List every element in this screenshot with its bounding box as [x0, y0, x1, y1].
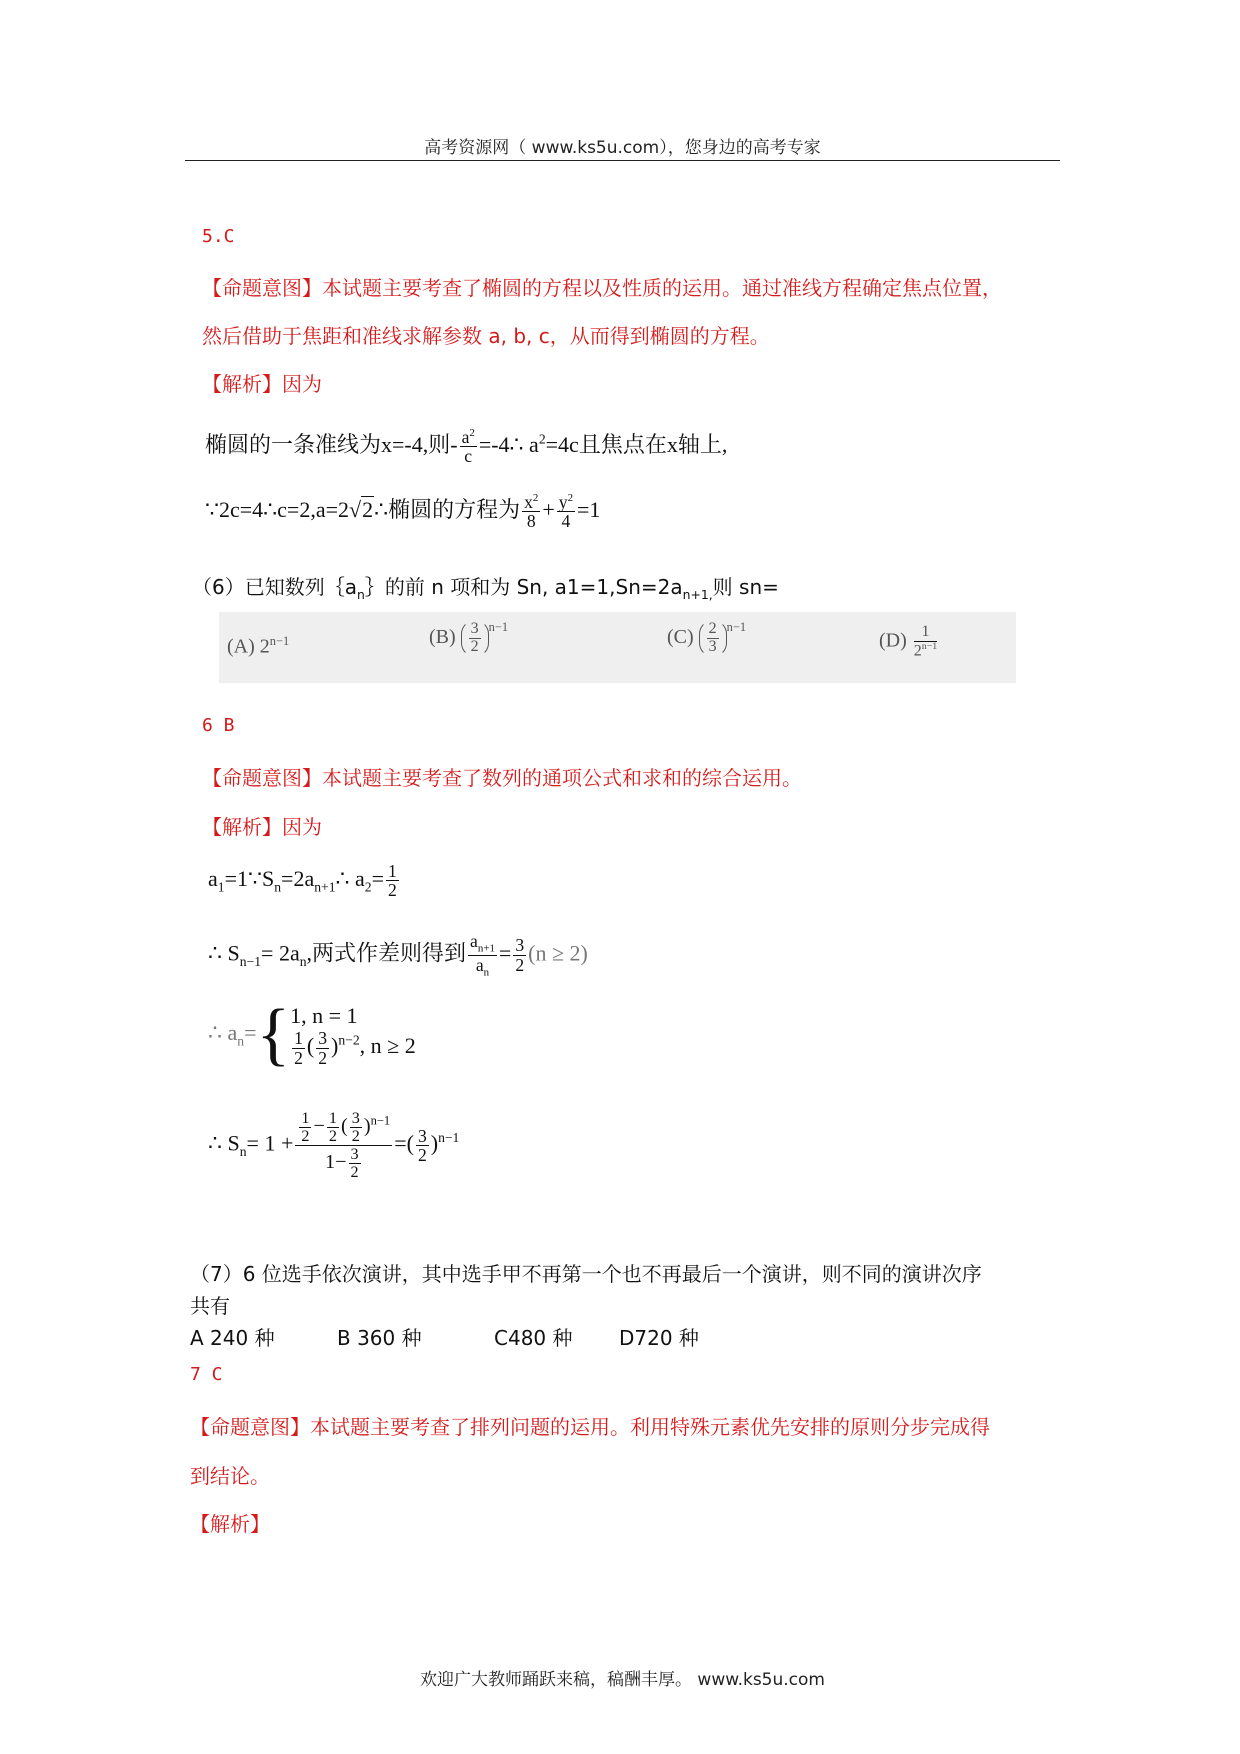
q7-intent-line1: 【命题意图】本试题主要考查了排列问题的运用。利用特殊元素优先安排的原则分步完成得	[190, 1415, 990, 1439]
q5-intent-label: 【命题意图】	[202, 276, 322, 300]
q7-option-c: C480 种	[494, 1326, 573, 1350]
q5-derivation-line2: ∵2c=4∴c=2,a=2√2∴椭圆的方程为 $\frac{x^2}{8}$ + $\frac{y^2}{4}$ =1	[205, 492, 601, 532]
choice-c: (C) $\frac{2}{3}$ $^{n-1}$	[667, 620, 747, 655]
q7-analysis-label: 【解析】	[190, 1512, 270, 1536]
page-footer: 欢迎广大教师踊跃来稿，稿酬丰厚。 www.ks5u.com	[420, 1670, 825, 1690]
big-fraction: $\frac{1}{2}$ − $\frac{1}{2}$ ( $\frac{3}{2}$ )$^{n-1}$ 1− $\frac{3}{2}$	[295, 1110, 392, 1181]
fraction: $\frac{a_{n+1}}{a_n}$	[470, 931, 495, 979]
fraction: $\frac{1}{2}$	[388, 861, 397, 901]
q7-question-line1: （7）6 位选手依次演讲，其中选手甲不再第一个也不再最后一个演讲，则不同的演讲次序	[190, 1262, 982, 1286]
q7-option-a: A 240 种	[190, 1326, 275, 1350]
choice-b: (B) $\frac{3}{2}$ $^{n-1}$	[429, 620, 509, 655]
fraction: $\frac{a^2}{c}$	[461, 427, 475, 467]
q7-question-line2: 共有	[190, 1294, 230, 1318]
q5-derivation-line1: 椭圆的一条准线为x=-4,则- $\frac{a^2}{c}$ =-4∴ $a^2=4c$且焦点在x轴上,	[205, 427, 728, 467]
q5-intent-line1	[202, 272, 1002, 301]
q6-derivation-sum: ∴ $S_n= 1$ + $\frac{1}{2}$ − $\frac{1}{2}$ ( $\frac{3}{2}$ )$^{n-1}$ 1− $\frac{3}{2}$ =( $\frac{3}{2}$ )$^{n-1}$	[208, 1109, 460, 1181]
q7-answer: 7 C	[190, 1364, 223, 1385]
q6-analysis-label: 【解析】因为	[202, 815, 322, 839]
page-header: 高考资源网（ www.ks5u.com），您身边的高考专家	[424, 138, 821, 158]
q6-intent: 【命题意图】本试题主要考查了数列的通项公式和求和的综合运用。	[202, 766, 802, 790]
choice-d: (D) $\frac{1}{2^{n-1}}$	[879, 623, 938, 660]
q5-answer: 5.C	[202, 226, 235, 247]
header-divider	[185, 160, 1060, 161]
fraction: $\frac{3}{2}$	[515, 935, 525, 975]
q6-derivation-line2: ∴ $S_{n-1}= 2a_n$,两式作差则得到 $\frac{a_{n+1}}{a_n}$ = $\frac{3}{2}$ (n ≥ 2)	[208, 931, 588, 979]
choice-a: (A) $2^{n-1}$	[227, 634, 290, 658]
q6-derivation-line1: $a_1=1\because S_n=2a_{n+1}\therefore$ $a_2=$ $\frac{1}{2}$	[208, 861, 397, 901]
q5-intent-text1: 本试题主要考查了椭圆的方程以及性质的运用。通过准线方程确定焦点位置，	[322, 276, 1002, 300]
q5-intent-line2: 然后借助于焦距和准线求解参数 a, b, c，从而得到椭圆的方程。	[202, 324, 770, 348]
q6-question: （6）已知数列$\{a_n\}$的前 n 项和为 Sn, $a1=1,Sn=2a_{n+1,}$则 sn=	[192, 575, 779, 602]
q7-option-b: B 360 种	[337, 1326, 422, 1350]
q7-options	[190, 1322, 699, 1351]
fraction: $\frac{x^2}{8}$	[524, 492, 539, 532]
q6-derivation-piecewise: ∴ $a_n=${ 1, n = 1 $\frac{1}{2}$ ( $\frac{3}{2}$ )$^{n-2}$, n ≥ 2	[208, 996, 416, 1073]
q6-answer: 6 B	[202, 715, 235, 736]
fraction: $\frac{3}{2}$	[417, 1125, 427, 1165]
q7-intent-line2: 到结论。	[190, 1464, 270, 1488]
q5-analysis-label: 【解析】因为	[202, 372, 322, 396]
q6-choices-image	[219, 612, 1016, 683]
fraction: $\frac{y^2}{4}$	[558, 492, 574, 532]
q7-option-d: D720 种	[619, 1326, 699, 1350]
